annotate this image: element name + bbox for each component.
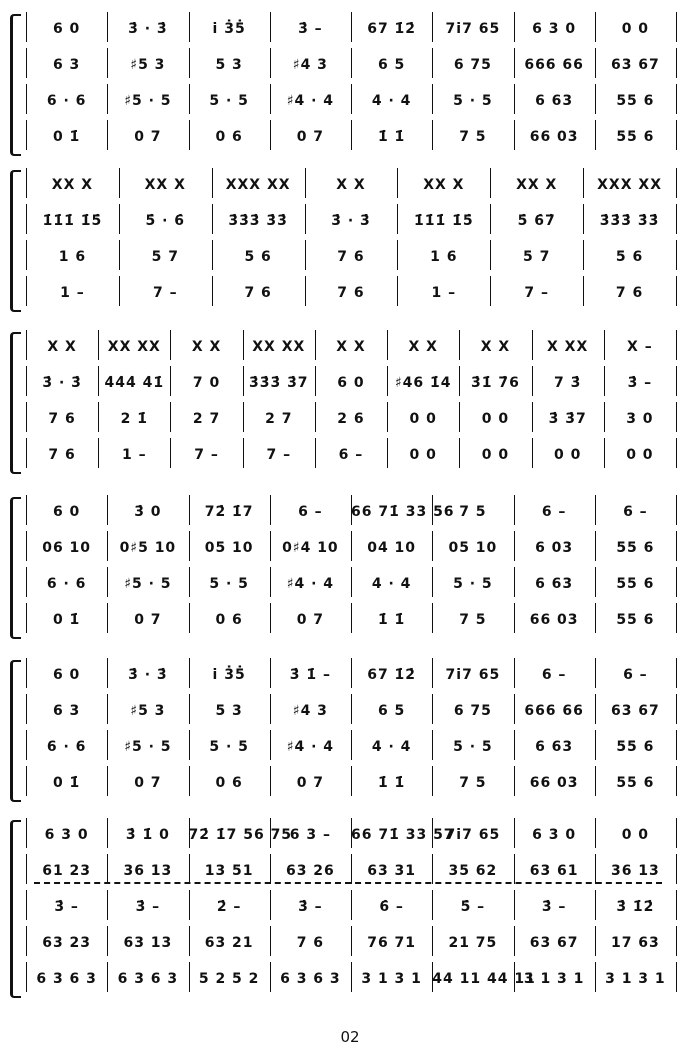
bar-line — [26, 84, 27, 114]
measure: 0 0 — [481, 447, 510, 463]
measure: 21 75 — [448, 935, 498, 951]
measure: 66 71̇ 33 57 — [351, 827, 455, 843]
measure: 55 6 — [616, 612, 655, 628]
measure: 4 · 4 — [371, 739, 412, 755]
measure: 72̇ 1̇7 — [204, 504, 254, 520]
measure: 6 3 — [52, 57, 81, 73]
measure: 2 7 — [192, 411, 221, 427]
measure: 67 1̇2̇ — [367, 667, 417, 683]
measure: 2 1̇ — [120, 411, 148, 427]
measure: 6 5 — [377, 57, 406, 73]
measure: 6 – — [338, 447, 364, 463]
bar-line — [676, 603, 677, 633]
measure: 6 63 — [535, 739, 574, 755]
bar-line — [676, 48, 677, 78]
measure: XXX XX — [225, 177, 291, 193]
measure: 7 5 — [459, 129, 487, 145]
staff-row — [26, 50, 676, 80]
measure: 5 · 5 — [453, 93, 493, 109]
measure: XX X — [144, 177, 186, 193]
measure: 5 6 — [615, 249, 644, 265]
staff-row — [26, 86, 676, 116]
measure: 3 0 — [626, 411, 654, 427]
bar-line — [676, 766, 677, 796]
measure: 0 6 — [215, 612, 243, 628]
measure: 3̇ · 3̇ — [42, 375, 82, 391]
measure: 3̇ 0 — [134, 504, 162, 520]
measure: 0 0 — [553, 447, 582, 463]
bar-line — [26, 276, 27, 306]
bar-line — [676, 818, 677, 848]
measure: 5̇ – — [460, 899, 486, 915]
measure: ♯5 · 5 — [124, 739, 172, 755]
measure: 7 6 — [244, 285, 272, 301]
staff-row — [26, 404, 676, 434]
measure: 7 6 — [296, 935, 325, 951]
measure: 6 3 — [52, 703, 81, 719]
bar-line — [676, 330, 677, 360]
measure: 5 6 — [244, 249, 272, 265]
measure: 7 6 — [337, 249, 365, 265]
measure: 6 3 6 3 — [117, 971, 179, 987]
bar-line — [26, 694, 27, 724]
bar-line — [676, 730, 677, 760]
bar-line — [676, 366, 677, 396]
measure: 3̇ – — [298, 21, 323, 37]
measure: 7 5 — [459, 612, 487, 628]
measure: 44 11 44 11 — [432, 971, 536, 987]
bar-line — [26, 204, 27, 234]
bar-line — [676, 168, 677, 198]
bar-line — [26, 366, 27, 396]
score-system — [0, 497, 700, 635]
measure: ♯5 3 — [130, 703, 166, 719]
bar-line — [676, 890, 677, 920]
staff-row — [26, 928, 676, 958]
measure: 66 71̇ 33 56 — [351, 504, 455, 520]
measure: XX XX — [107, 339, 161, 355]
measure: 55 6 — [616, 739, 655, 755]
page-number: 02 — [340, 1028, 360, 1046]
measure: 3̇ 3̇7 — [548, 411, 587, 427]
measure: 3̇ · 3̇ — [331, 213, 371, 229]
staff-row — [26, 892, 676, 922]
measure: 0 0 — [621, 21, 650, 37]
measure: 5 3 — [215, 703, 243, 719]
measure: 55 6 — [616, 129, 655, 145]
measure: 1 6 — [58, 249, 87, 265]
measure: 0 6 — [215, 775, 243, 791]
measure: 05 10 — [448, 540, 498, 556]
bar-line — [26, 766, 27, 796]
measure: 55 6 — [616, 775, 655, 791]
system-bracket — [10, 660, 21, 802]
measure: 05 10 — [204, 540, 254, 556]
measure: 7 5 — [459, 504, 487, 520]
measure: 35 62 — [448, 863, 498, 879]
measure: 2̇ – — [216, 899, 242, 915]
measure: 3̇1̇ 7̇6 — [471, 375, 520, 391]
measure: 3̇ 1̇ – — [289, 667, 331, 683]
measure: 5 3 — [215, 57, 243, 73]
measure: 76 71 — [367, 935, 417, 951]
measure: 1 – — [431, 285, 457, 301]
bar-line — [26, 48, 27, 78]
bar-line — [676, 567, 677, 597]
bar-line — [676, 926, 677, 956]
measure: 1 – — [122, 447, 147, 463]
measure: 6 3 6 3 — [36, 971, 97, 987]
measure: 0 1̇ — [52, 775, 81, 791]
measure: ♯46 1̇4 — [394, 375, 452, 391]
measure: 3̇ – — [627, 375, 653, 391]
bar-line — [26, 330, 27, 360]
measure: 3̇3̇3̇ 3̇3̇ — [599, 213, 660, 229]
measure: 5̇ 6̇7̇ — [517, 213, 556, 229]
bar-line — [676, 12, 677, 42]
measure: 2 6 — [337, 411, 365, 427]
bar-line — [26, 567, 27, 597]
measure: ♯5 3 — [130, 57, 166, 73]
measure: 36 13 — [610, 863, 660, 879]
measure: 7 – — [194, 447, 219, 463]
system-bracket — [10, 170, 21, 312]
measure: 6 03 — [535, 540, 574, 556]
measure: 63 23 — [42, 935, 92, 951]
bar-line — [26, 168, 27, 198]
bar-line — [676, 402, 677, 432]
measure: ♯5 · 5 — [124, 576, 172, 592]
measure: 3̇ – — [298, 899, 323, 915]
bar-line — [26, 818, 27, 848]
measure: 3̇ – — [54, 899, 79, 915]
measure: ♯4 3 — [292, 703, 328, 719]
measure: 7 3̇ — [553, 375, 582, 391]
measure: 0 7 — [134, 775, 162, 791]
staff-row — [26, 368, 676, 398]
staff-row — [26, 278, 676, 308]
system-bracket — [10, 820, 21, 998]
measure: 6 – — [623, 504, 648, 520]
measure: 7 5 — [459, 775, 487, 791]
measure: ♯5 · 5 — [124, 93, 172, 109]
measure: 7i7 65 — [445, 827, 501, 843]
measure: XXX XX — [597, 177, 662, 193]
measure: 3 1 3 1 — [605, 971, 666, 987]
measure: 61 23 — [42, 863, 92, 879]
measure: 6 0 — [52, 21, 81, 37]
measure: 7i7 65 — [445, 667, 501, 683]
staff-row — [26, 696, 676, 726]
measure: 0 1̇ — [52, 129, 81, 145]
measure: 6 0 — [52, 504, 81, 520]
measure: 6 – — [541, 667, 567, 683]
measure: 6 · 6 — [46, 93, 87, 109]
bar-line — [26, 730, 27, 760]
measure: 3 1 3 1 — [361, 971, 422, 987]
measure: 0 0 — [481, 411, 510, 427]
measure: XX X — [516, 177, 558, 193]
measure: 666 66 — [524, 57, 584, 73]
measure: 7 0 — [192, 375, 221, 391]
measure: 63 61 — [529, 863, 579, 879]
system-bracket — [10, 497, 21, 639]
measure: 6 · 6 — [46, 576, 87, 592]
staff-row — [26, 533, 676, 563]
measure: 0 6 — [215, 129, 243, 145]
measure: 7 6 — [615, 285, 644, 301]
measure: 13 51 — [204, 863, 254, 879]
measure: 4̇4̇4̇ 4̇1̇ — [104, 375, 165, 391]
bar-line — [26, 438, 27, 468]
measure: 5 · 5 — [209, 93, 249, 109]
bar-line — [676, 694, 677, 724]
measure: 2 7 — [265, 411, 293, 427]
measure: 55 6 — [616, 576, 655, 592]
measure: X X — [336, 177, 366, 193]
measure: ♯4 · 4 — [286, 93, 335, 109]
bar-line — [676, 854, 677, 884]
bar-line — [26, 402, 27, 432]
measure: 6̇ – — [379, 899, 404, 915]
measure: 66 03 — [529, 612, 579, 628]
measure: 1 6 — [430, 249, 458, 265]
score-system — [0, 332, 700, 470]
measure: 3̇ · 3̇ — [128, 21, 168, 37]
measure: 7 – — [524, 285, 550, 301]
measure: 6 – — [541, 504, 567, 520]
measure: 6 – — [298, 504, 323, 520]
measure: 7 6 — [48, 447, 76, 463]
measure: XX X — [423, 177, 465, 193]
measure: 666 66 — [524, 703, 584, 719]
measure: 1 – — [60, 285, 85, 301]
measure: 3̇ – — [135, 899, 161, 915]
measure: 6 · 6 — [46, 739, 87, 755]
measure: 6 0 — [337, 375, 365, 391]
score-system — [0, 660, 700, 798]
bar-line — [676, 120, 677, 150]
measure: X – — [627, 339, 653, 355]
measure: 6 3 0 — [532, 827, 577, 843]
measure: ♯4 3 — [292, 57, 328, 73]
measure: 3̇ – — [541, 899, 567, 915]
measure: X X — [47, 339, 77, 355]
system-bracket — [10, 14, 21, 156]
staff-row — [26, 122, 676, 152]
bar-line — [26, 240, 27, 270]
measure: 63 13 — [123, 935, 173, 951]
measure: 66 03 — [529, 129, 579, 145]
bar-line — [676, 84, 677, 114]
bar-line — [26, 12, 27, 42]
measure: 63 67 — [610, 703, 660, 719]
bar-line — [26, 962, 27, 992]
measure: 0♯5 10 — [119, 540, 177, 556]
measure: 63 21 — [204, 935, 254, 951]
bar-line — [26, 495, 27, 525]
bar-line — [26, 120, 27, 150]
measure: 6 3 6 3 — [280, 971, 341, 987]
measure: ♯4 · 4 — [286, 739, 335, 755]
measure: 7i7 65 — [445, 21, 501, 37]
measure: 0 0 — [409, 447, 437, 463]
staff-row — [26, 660, 676, 690]
measure: 0 0 — [626, 447, 654, 463]
measure: 1̇1̇1̇ 1̇5̇ — [414, 213, 474, 229]
staff-row — [26, 569, 676, 599]
measure: 63 26 — [285, 863, 335, 879]
measure: 7 – — [266, 447, 292, 463]
measure: 0 7 — [134, 129, 162, 145]
measure: 6 3 – — [289, 827, 331, 843]
staff-row — [26, 605, 676, 635]
measure: 6 75 — [453, 703, 492, 719]
staff-row — [26, 820, 676, 850]
measure: 1̇ 1̇ — [377, 129, 406, 145]
measure: 1̇ 1̇ — [377, 775, 406, 791]
measure: 63 31 — [367, 863, 417, 879]
measure: ♯4 · 4 — [286, 576, 335, 592]
staff-row — [26, 440, 676, 470]
bar-line — [26, 531, 27, 561]
bar-line — [26, 926, 27, 956]
bar-line — [26, 854, 27, 884]
bar-line — [676, 531, 677, 561]
bar-line — [676, 276, 677, 306]
measure: 5̇ · 6̇ — [145, 213, 186, 229]
measure: 66 03 — [529, 775, 579, 791]
measure: XX X — [51, 177, 94, 193]
measure: XX XX — [252, 339, 306, 355]
measure: 0 7 — [296, 612, 325, 628]
measure: 6 63 — [535, 576, 574, 592]
measure: 72̇ 1̇7 56 75 — [188, 827, 293, 843]
measure: 5 · 5 — [453, 739, 493, 755]
staff-row — [26, 768, 676, 798]
measure: X XX — [547, 339, 589, 355]
system-bracket — [10, 332, 21, 474]
score-system — [0, 820, 700, 994]
measure: 67 1̇2̇ — [367, 21, 417, 37]
bar-line — [676, 240, 677, 270]
measure: i 3̇5̇ — [212, 21, 246, 37]
measure: 5 2 5 2 — [198, 971, 260, 987]
measure: 5 7 — [151, 249, 179, 265]
measure: 5 · 5 — [453, 576, 493, 592]
measure: 6 – — [623, 667, 648, 683]
measure: 3̇ 1̇2̇ — [616, 899, 655, 915]
measure: 6 0 — [52, 667, 81, 683]
measure: 5 7 — [523, 249, 551, 265]
bar-line — [26, 890, 27, 920]
measure: 36 13 — [123, 863, 173, 879]
measure: X X — [408, 339, 438, 355]
measure: 17 63 — [610, 935, 660, 951]
measure: 3̇3̇3̇ 3̇3̇ — [228, 213, 288, 229]
bar-line — [26, 658, 27, 688]
measure: 6 75 — [453, 57, 492, 73]
measure: X X — [336, 339, 366, 355]
measure: 0 1̇ — [52, 612, 81, 628]
measure: 63 67 — [610, 57, 660, 73]
measure: 55 6 — [616, 540, 655, 556]
staff-row — [26, 242, 676, 272]
measure: 0 7 — [296, 129, 325, 145]
measure: 0 0 — [409, 411, 437, 427]
measure: 4 · 4 — [371, 576, 412, 592]
measure: 04 10 — [367, 540, 417, 556]
measure: 6 3 0 — [44, 827, 89, 843]
bar-line — [676, 962, 677, 992]
measure: 06 10 — [42, 540, 92, 556]
measure: X X — [480, 339, 511, 355]
staff-row — [26, 964, 676, 994]
measure: 5 · 5 — [209, 739, 249, 755]
measure: 5 · 5 — [209, 576, 249, 592]
measure: 63 67 — [529, 935, 579, 951]
measure: 3 1 3 1 — [523, 971, 585, 987]
measure: 0♯4 10 — [282, 540, 339, 556]
measure: 1̇1̇1̇ 1̇5̇ — [42, 213, 103, 229]
staff-row — [26, 332, 676, 362]
staff-row — [26, 170, 676, 200]
staff-row — [26, 14, 676, 44]
measure: 1̇ 1̇ — [377, 612, 406, 628]
measure: 0 7 — [296, 775, 325, 791]
measure: 7 – — [152, 285, 178, 301]
measure: 0 0 — [621, 827, 650, 843]
measure: 7 6 — [337, 285, 365, 301]
measure: 6 5 — [377, 703, 406, 719]
bar-line — [676, 204, 677, 234]
measure: i 3̇5̇ — [212, 667, 246, 683]
measure: 7 6 — [48, 411, 76, 427]
score-system — [0, 14, 700, 152]
measure: 6 3 0 — [532, 21, 577, 37]
measure: 4 · 4 — [371, 93, 412, 109]
staff-row — [26, 732, 676, 762]
divider-dashed — [34, 882, 662, 884]
bar-line — [676, 495, 677, 525]
measure: 3̇ 1̇ 0 — [125, 827, 170, 843]
measure: 3̇3̇3̇ 3̇7 — [248, 375, 309, 391]
score-system — [0, 170, 700, 308]
measure: 3̇ · 3̇ — [128, 667, 168, 683]
measure: 6 63 — [535, 93, 574, 109]
measure: 55 6 — [616, 93, 655, 109]
staff-row — [26, 497, 676, 527]
bar-line — [26, 603, 27, 633]
measure: X X — [191, 339, 222, 355]
staff-row — [26, 206, 676, 236]
bar-line — [676, 438, 677, 468]
bar-line — [676, 658, 677, 688]
measure: 0 7 — [134, 612, 162, 628]
